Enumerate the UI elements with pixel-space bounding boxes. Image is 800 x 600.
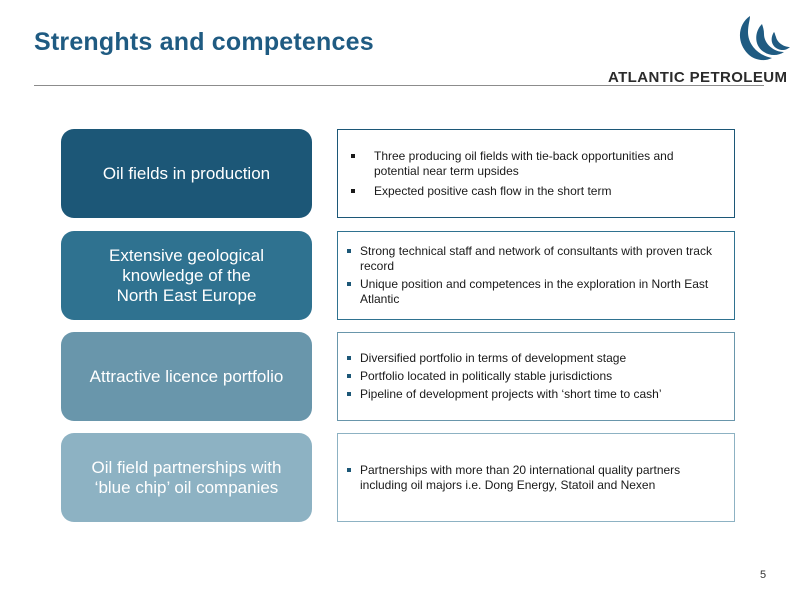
bullet-item: Partnerships with more than 20 international quality partners including oil majors i.e. Dong Energy, Statoil and Nexen: [346, 463, 722, 493]
logo-wordmark: ATLANTIC PETROLEUM: [608, 69, 788, 86]
bullet-item: Three producing oil fields with tie-back opportunities and potential near term upsides: [346, 149, 722, 179]
oil-field-partnerships-details: [337, 433, 735, 522]
bullet-item: Diversified portfolio in terms of development stage: [346, 351, 722, 366]
licence-portfolio-label: Attractive licence portfolio: [61, 332, 312, 421]
bullet-item: Expected positive cash flow in the short term: [346, 184, 722, 199]
bullet-item: Strong technical staff and network of consultants with proven track record: [346, 244, 722, 274]
oil-fields-in-production-details: [337, 129, 735, 218]
page-title: Strenghts and competences: [34, 28, 374, 56]
oil-fields-in-production-label: Oil fields in production: [61, 129, 312, 218]
licence-portfolio-details: [337, 332, 735, 421]
bullet-item: Unique position and competences in the exploration in North East Atlantic: [346, 277, 722, 307]
geological-knowledge-label: Extensive geological knowledge of the North East Europe: [61, 231, 312, 320]
bullet-item: Pipeline of development projects with ‘short time to cash’: [346, 387, 722, 402]
oil-field-partnerships-label: Oil field partnerships with ‘blue chip’ oil companies: [61, 433, 312, 522]
bullet-item: Portfolio located in politically stable jurisdictions: [346, 369, 722, 384]
page-number: 5: [760, 569, 767, 581]
geological-knowledge-details: [337, 231, 735, 320]
atlantic-petroleum-logo-icon: [736, 12, 792, 70]
